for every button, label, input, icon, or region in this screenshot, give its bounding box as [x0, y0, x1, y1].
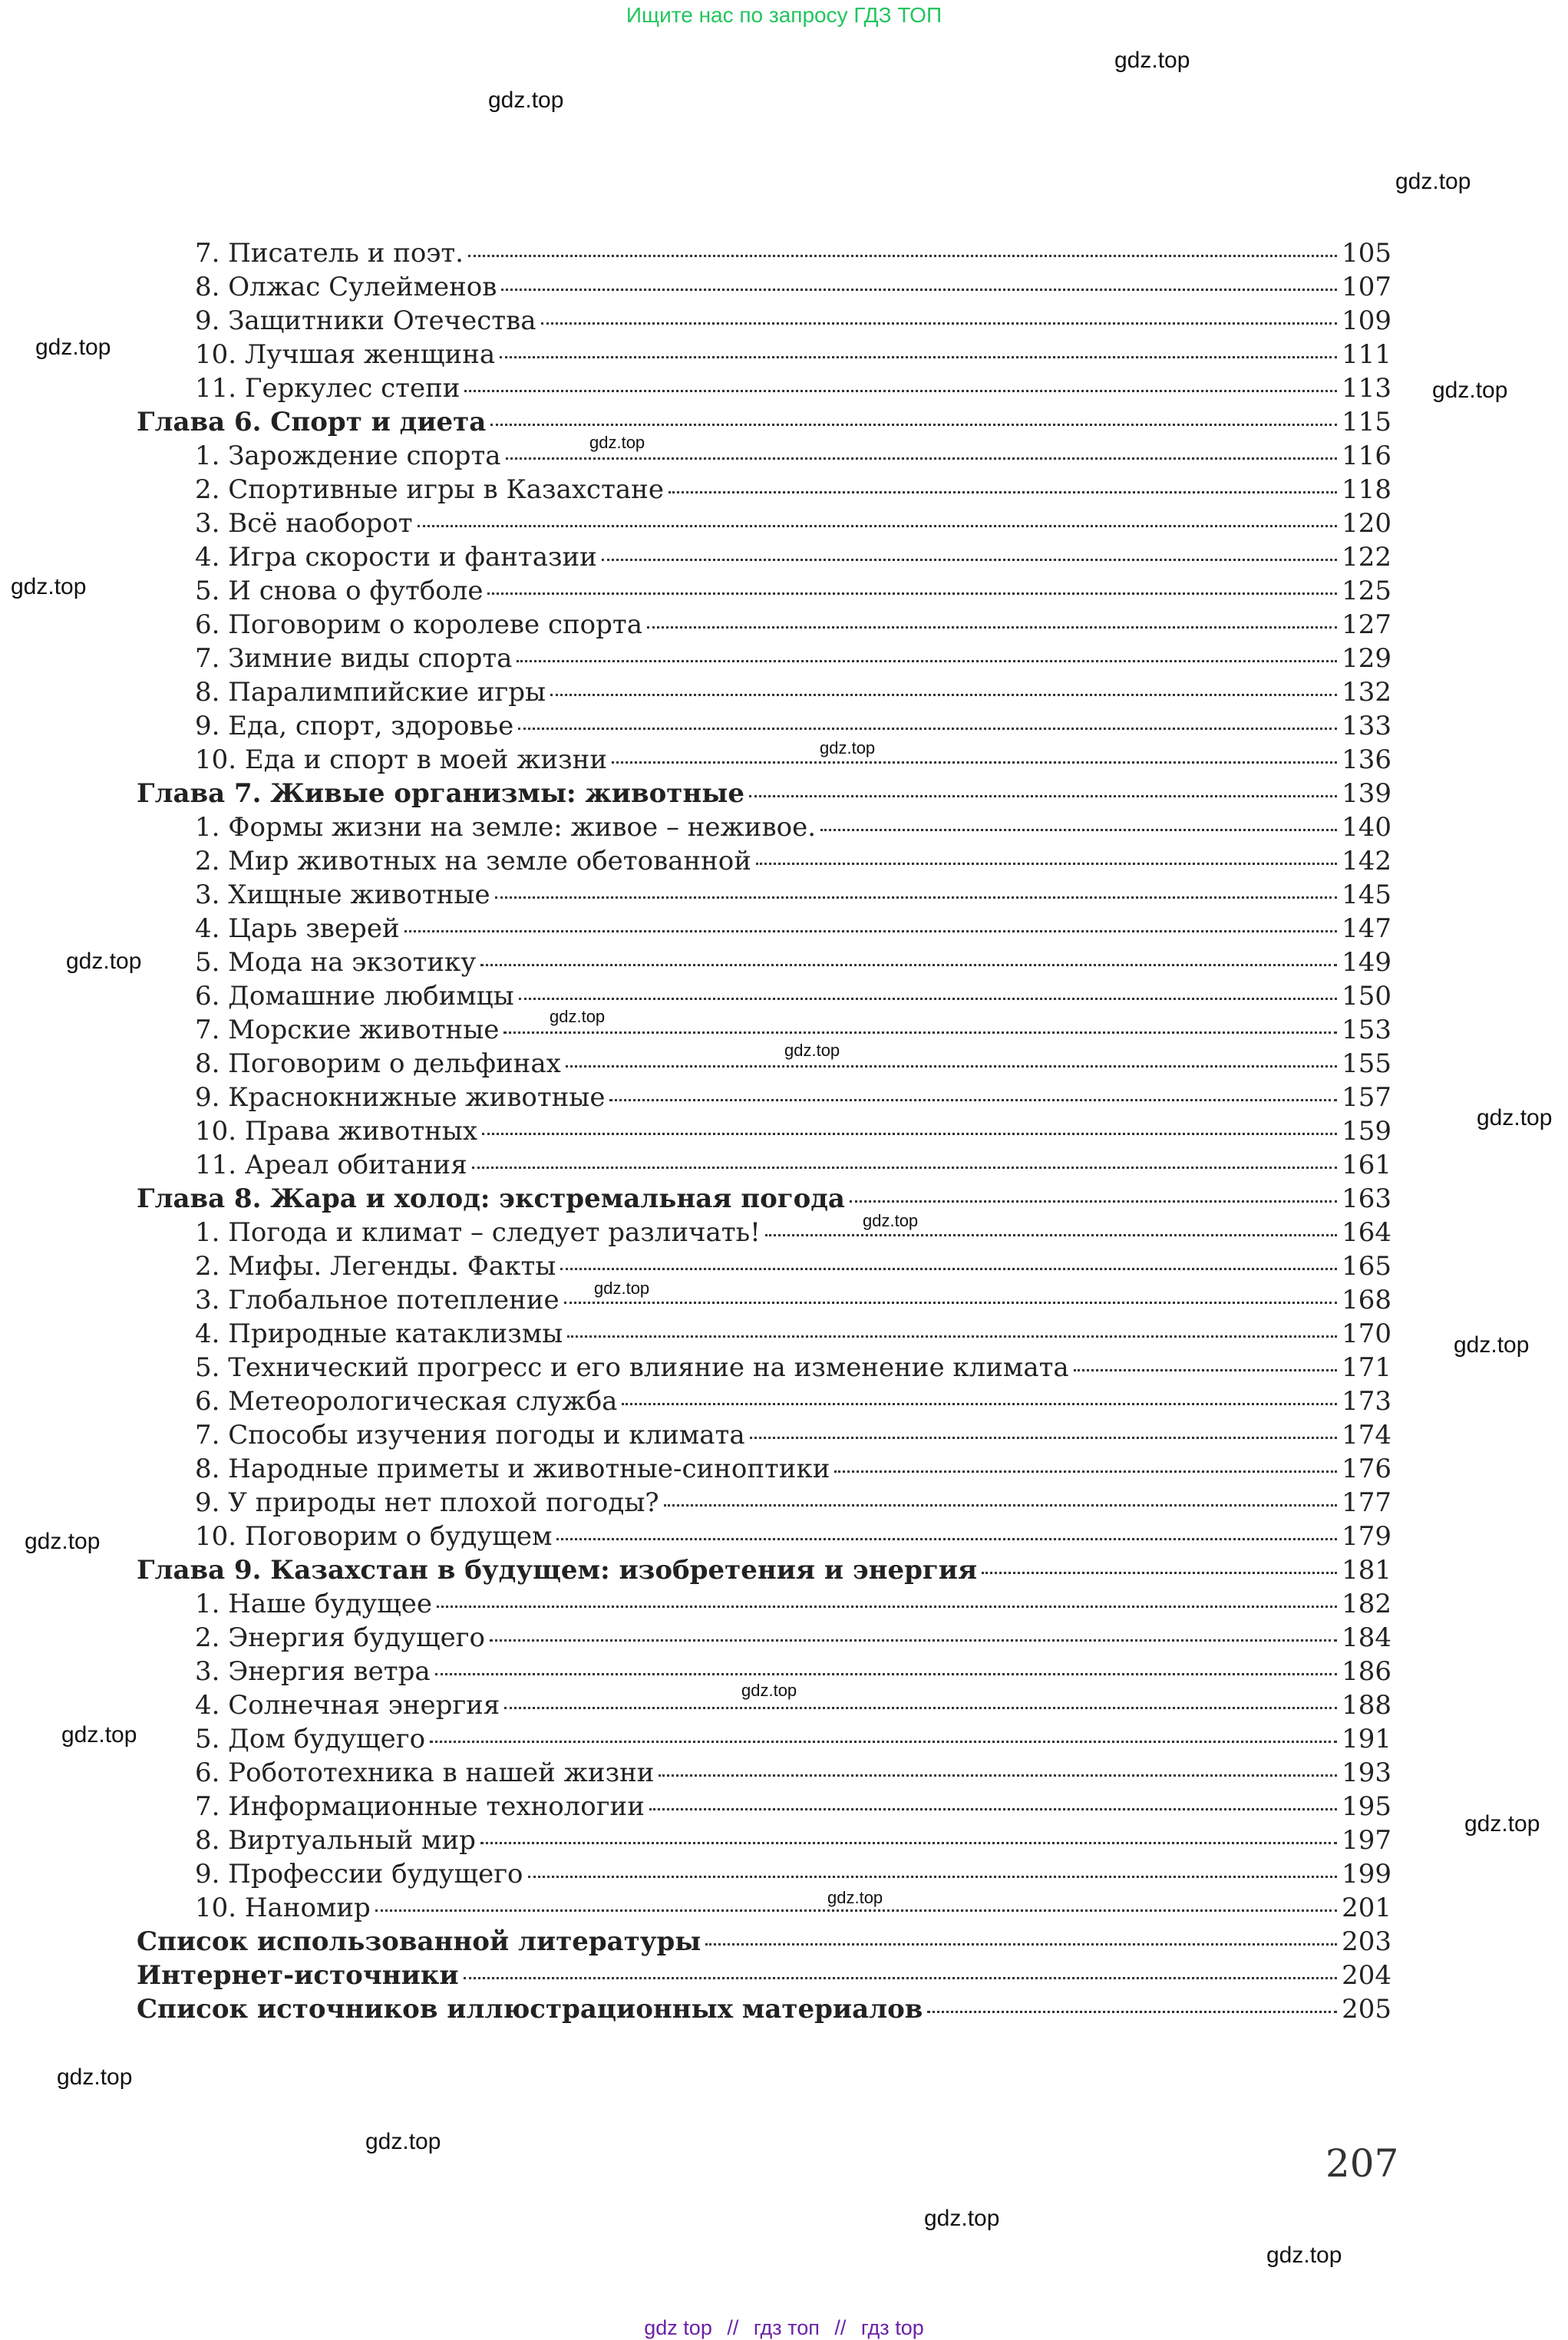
toc-page-number: 155: [1342, 1048, 1391, 1079]
watermark: gdz.top: [1464, 1811, 1540, 1837]
toc-entry: [137, 1756, 1391, 1790]
watermark: gdz.top: [1266, 2243, 1342, 2268]
toc-label: 7. Писатель и поэт.: [195, 238, 464, 269]
toc-page-number: 150: [1342, 981, 1391, 1012]
toc-label: Глава 6. Спорт и диета: [137, 407, 487, 437]
top-banner[interactable]: Ищите нас по запросу ГДЗ ТОП: [626, 3, 942, 27]
toc-leader-dots: [649, 1808, 1337, 1810]
toc-leader-dots: [482, 1133, 1337, 1135]
toc-page-number: 184: [1342, 1622, 1391, 1653]
toc-entry: [137, 1385, 1391, 1418]
toc-leader-dots: [517, 660, 1337, 662]
watermark: gdz.top: [589, 433, 645, 452]
toc-page-number: 203: [1342, 1926, 1391, 1957]
toc-label: 6. Метеорологическая служба: [195, 1386, 618, 1417]
watermark: gdz.top: [1477, 1105, 1553, 1130]
toc-page-number: 195: [1342, 1791, 1391, 1822]
toc-leader-dots: [504, 1707, 1337, 1709]
toc-page-number: 132: [1342, 677, 1391, 708]
toc-label: 7. Зимние виды спорта: [195, 643, 513, 674]
toc-label: Интернет-источники: [137, 1960, 459, 1991]
toc-leader-dots: [550, 694, 1337, 696]
toc-page-number: 199: [1342, 1859, 1391, 1889]
toc-label: 10. Наномир: [195, 1893, 371, 1923]
toc-leader-dots: [622, 1403, 1337, 1405]
toc-leader-dots: [1074, 1369, 1337, 1371]
toc-page-number: 205: [1342, 1994, 1391, 2025]
toc-leader-dots: [404, 930, 1337, 932]
toc-leader-dots: [820, 829, 1337, 831]
toc-page-number: 165: [1342, 1251, 1391, 1282]
toc-label: 4. Солнечная энергия: [195, 1690, 500, 1721]
toc-leader-dots: [765, 1234, 1337, 1236]
toc-entry: [137, 1249, 1391, 1283]
toc-entry: [137, 371, 1391, 405]
toc-label: 3. Глобальное потепление: [195, 1285, 560, 1315]
toc-page-number: 129: [1342, 643, 1391, 674]
toc-entry: [137, 1418, 1391, 1452]
bottom-links: [0, 2316, 1568, 2340]
toc-entry: [137, 743, 1391, 777]
toc-entry: [137, 1823, 1391, 1857]
toc-label: 1. Формы жизни на земле: живое – неживое.: [195, 812, 817, 843]
toc-page-number: 163: [1342, 1183, 1391, 1214]
toc-entry: [137, 338, 1391, 371]
toc-page-number: 115: [1342, 407, 1391, 437]
watermark: gdz.top: [1432, 378, 1508, 403]
toc-leader-dots: [612, 761, 1337, 764]
watermark: gdz.top: [741, 1681, 797, 1700]
toc-label: 6. Робототехника в нашей жизни: [195, 1757, 655, 1788]
toc-entry: [137, 304, 1391, 338]
toc-entry: [137, 540, 1391, 574]
toc-leader-dots: [437, 1606, 1337, 1608]
toc-label: 7. Информационные технологии: [195, 1791, 645, 1822]
toc-leader-dots: [749, 795, 1337, 797]
toc-page-number: 173: [1342, 1386, 1391, 1417]
toc-label: 9. Защитники Отечества: [195, 305, 536, 336]
toc-label: 1. Зарождение спорта: [195, 441, 501, 471]
toc-page-number: 109: [1342, 305, 1391, 336]
toc-label: 10. Еда и спорт в моей жизни: [195, 744, 607, 775]
toc-label: Список источников иллюстрационных материалов: [137, 1994, 923, 2025]
toc-label: 4. Природные катаклизмы: [195, 1319, 563, 1349]
toc-page-number: 204: [1342, 1960, 1391, 1991]
toc-leader-dots: [705, 1943, 1337, 1946]
toc-entry: [137, 439, 1391, 473]
toc-leader-dots: [506, 457, 1338, 460]
separator: //: [727, 2316, 739, 2339]
toc-entry: [137, 1587, 1391, 1621]
toc-entry: [137, 1283, 1391, 1317]
toc-page-number: 164: [1342, 1217, 1391, 1248]
toc-leader-dots: [464, 1977, 1337, 1979]
toc-leader-dots: [430, 1741, 1337, 1743]
toc-page-number: 174: [1342, 1420, 1391, 1451]
toc-page-number: 140: [1342, 812, 1391, 843]
toc-entry: [137, 1452, 1391, 1486]
toc-leader-dots: [480, 964, 1337, 966]
toc-entry: [137, 642, 1391, 675]
toc-page-number: 186: [1342, 1656, 1391, 1687]
toc-label: 10. Права животных: [195, 1116, 478, 1147]
toc-entry: [137, 1520, 1391, 1553]
toc-page-number: 120: [1342, 508, 1391, 539]
toc-page-number: 161: [1342, 1150, 1391, 1180]
toc-page-number: 145: [1342, 880, 1391, 910]
toc-leader-dots: [982, 1572, 1337, 1574]
toc-label: 2. Мифы. Легенды. Факты: [195, 1251, 556, 1282]
toc-leader-dots: [480, 1842, 1337, 1844]
watermark: gdz.top: [365, 2129, 441, 2154]
watermark: gdz.top: [820, 738, 876, 757]
toc-entry: [137, 574, 1391, 608]
toc-chapter: [137, 1925, 1391, 1959]
toc-entry: [137, 507, 1391, 540]
toc-label: 3. Энергия ветра: [195, 1656, 431, 1687]
toc-page-number: 188: [1342, 1690, 1391, 1721]
toc-page-number: 159: [1342, 1116, 1391, 1147]
toc-leader-dots: [556, 1538, 1337, 1540]
toc-entry: [137, 1857, 1391, 1891]
toc-leader-dots: [567, 1335, 1337, 1338]
toc-label: 8. Паралимпийские игры: [195, 677, 546, 708]
toc-entry: [137, 844, 1391, 878]
toc-label: Список использованной литературы: [137, 1926, 701, 1957]
toc-page-number: 170: [1342, 1319, 1391, 1349]
toc-label: Глава 9. Казахстан в будущем: изобретения и энергия: [137, 1555, 978, 1586]
toc-page-number: 133: [1342, 711, 1391, 741]
toc-entry: [137, 1148, 1391, 1182]
watermark: gdz.top: [25, 1529, 101, 1554]
toc-label: 10. Лучшая женщина: [195, 339, 496, 370]
watermark: gdz.top: [35, 335, 111, 360]
watermark: gdz.top: [11, 574, 87, 599]
watermark: gdz.top: [488, 87, 564, 113]
toc-leader-dots: [927, 2011, 1337, 2013]
toc-entry: [137, 1621, 1391, 1655]
toc-page-number: 181: [1342, 1555, 1391, 1586]
toc-entry: [137, 1891, 1391, 1925]
bottom-link[interactable]: gdz top: [644, 2316, 712, 2339]
toc-label: 5. Мода на экзотику: [195, 947, 477, 978]
watermark: gdz.top: [66, 949, 142, 974]
toc-leader-dots: [518, 728, 1337, 730]
toc-page-number: 193: [1342, 1757, 1391, 1788]
watermark: gdz.top: [784, 1041, 840, 1060]
toc-page-number: 147: [1342, 913, 1391, 944]
toc-leader-dots: [659, 1774, 1337, 1777]
toc-label: 9. Профессии будущего: [195, 1859, 523, 1889]
toc-chapter: [137, 1182, 1391, 1216]
toc-label: 9. У природы нет плохой погоды?: [195, 1487, 659, 1518]
toc-label: 1. Погода и климат – следует различать!: [195, 1217, 761, 1248]
toc-leader-dots: [468, 255, 1337, 257]
toc-label: 7. Способы изучения погоды и климата: [195, 1420, 745, 1451]
toc-label: 5. И снова о футболе: [195, 576, 484, 606]
page-number: 207: [1325, 2141, 1399, 2186]
toc-page-number: 111: [1342, 339, 1391, 370]
watermark: gdz.top: [924, 2206, 1000, 2231]
toc-leader-dots: [668, 491, 1337, 493]
toc-leader-dots: [750, 1437, 1337, 1439]
toc-chapter: [137, 405, 1391, 439]
toc-leader-dots: [528, 1876, 1338, 1878]
toc-page-number: 113: [1342, 373, 1391, 404]
toc-leader-dots: [664, 1504, 1337, 1507]
toc-page-number: 107: [1342, 272, 1391, 302]
toc-leader-dots: [500, 356, 1337, 358]
watermark: gdz.top: [550, 1007, 606, 1026]
toc-entry: [137, 709, 1391, 743]
toc-page-number: 179: [1342, 1521, 1391, 1552]
toc-leader-dots: [435, 1673, 1337, 1675]
toc-page-number: 191: [1342, 1724, 1391, 1754]
watermark: gdz.top: [61, 1722, 137, 1748]
toc-leader-dots: [490, 424, 1337, 426]
toc-page-number: 118: [1342, 474, 1391, 505]
toc-label: 4. Игра скорости и фантазии: [195, 542, 597, 573]
toc-label: 2. Спортивные игры в Казахстане: [195, 474, 664, 505]
toc-entry: [137, 608, 1391, 642]
toc-leader-dots: [519, 998, 1337, 1000]
toc-page-number: 153: [1342, 1015, 1391, 1045]
toc-label: 8. Олжас Сулейменов: [195, 272, 497, 302]
toc-label: 9. Краснокнижные животные: [195, 1082, 606, 1113]
toc-label: 6. Домашние любимцы: [195, 981, 514, 1012]
toc-label: 2. Энергия будущего: [195, 1622, 485, 1653]
bottom-link[interactable]: гдз топ: [753, 2316, 820, 2339]
toc-page-number: 116: [1342, 441, 1391, 471]
toc-leader-dots: [566, 1065, 1337, 1068]
toc-leader-dots: [647, 626, 1337, 629]
toc-label: 1. Наше будущее: [195, 1589, 432, 1619]
toc-leader-dots: [834, 1470, 1337, 1473]
toc-entry: [137, 1216, 1391, 1249]
toc-label: 5. Дом будущего: [195, 1724, 426, 1754]
toc-page-number: 177: [1342, 1487, 1391, 1518]
toc-chapter: [137, 1553, 1391, 1587]
toc-entry: [137, 1790, 1391, 1823]
toc-page-number: 201: [1342, 1893, 1391, 1923]
toc-label: 5. Технический прогресс и его влияние на изменение климата: [195, 1352, 1069, 1383]
toc-label: 9. Еда, спорт, здоровье: [195, 711, 514, 741]
toc-chapter: [137, 1992, 1391, 2026]
toc-entry: [137, 236, 1391, 270]
toc-leader-dots: [487, 592, 1337, 595]
watermark: gdz.top: [1395, 169, 1471, 194]
toc-page-number: 105: [1342, 238, 1391, 269]
toc-label: 8. Виртуальный мир: [195, 1825, 476, 1856]
toc-entry: [137, 1722, 1391, 1756]
toc-leader-dots: [564, 1302, 1337, 1304]
toc-leader-dots: [490, 1639, 1337, 1642]
toc-page-number: 197: [1342, 1825, 1391, 1856]
toc-entry: [137, 1047, 1391, 1081]
toc-entry: [137, 1351, 1391, 1385]
toc-label: 2. Мир животных на земле обетованной: [195, 846, 751, 876]
toc-label: 3. Хищные животные: [195, 880, 490, 910]
watermark: gdz.top: [57, 2064, 133, 2090]
toc-page-number: 168: [1342, 1285, 1391, 1315]
toc-entry: [137, 1081, 1391, 1114]
toc-page-number: 125: [1342, 576, 1391, 606]
watermark: gdz.top: [594, 1279, 650, 1298]
toc-leader-dots: [501, 289, 1337, 291]
toc-label: 4. Царь зверей: [195, 913, 400, 944]
table-of-contents: [137, 236, 1391, 2026]
toc-leader-dots: [560, 1268, 1337, 1270]
toc-leader-dots: [503, 1031, 1337, 1034]
toc-label: 8. Поговорим о дельфинах: [195, 1048, 561, 1079]
toc-entry: [137, 473, 1391, 507]
toc-label: 11. Геркулес степи: [195, 373, 460, 404]
separator: //: [834, 2316, 847, 2339]
toc-entry: [137, 675, 1391, 709]
toc-label: 8. Народные приметы и животные-синоптики: [195, 1454, 830, 1484]
toc-label: 11. Ареал обитания: [195, 1150, 467, 1180]
toc-entry: [137, 810, 1391, 844]
toc-leader-dots: [609, 1099, 1337, 1101]
toc-page-number: 176: [1342, 1454, 1391, 1484]
toc-page-number: 182: [1342, 1589, 1391, 1619]
toc-entry: [137, 1317, 1391, 1351]
toc-entry: [137, 1013, 1391, 1047]
watermark: gdz.top: [1454, 1332, 1530, 1358]
toc-label: Глава 7. Живые организмы: животные: [137, 778, 744, 809]
bottom-link[interactable]: гдз top: [860, 2316, 924, 2339]
toc-entry: [137, 1114, 1391, 1148]
toc-leader-dots: [850, 1200, 1337, 1203]
toc-leader-dots: [375, 1909, 1337, 1912]
toc-page-number: 136: [1342, 744, 1391, 775]
toc-page-number: 122: [1342, 542, 1391, 573]
toc-label: 7. Морские животные: [195, 1015, 500, 1045]
toc-page-number: 171: [1342, 1352, 1391, 1383]
toc-leader-dots: [472, 1167, 1337, 1169]
toc-leader-dots: [756, 863, 1337, 865]
toc-leader-dots: [495, 896, 1338, 899]
watermark: gdz.top: [863, 1211, 919, 1230]
toc-chapter: [137, 1959, 1391, 1992]
toc-entry: [137, 270, 1391, 304]
toc-entry: [137, 878, 1391, 912]
toc-page-number: 142: [1342, 846, 1391, 876]
toc-leader-dots: [541, 322, 1338, 325]
watermark: gdz.top: [827, 1888, 883, 1907]
toc-page-number: 149: [1342, 947, 1391, 978]
toc-page-number: 157: [1342, 1082, 1391, 1113]
toc-label: 6. Поговорим о королеве спорта: [195, 609, 642, 640]
toc-label: 10. Поговорим о будущем: [195, 1521, 553, 1552]
toc-entry: [137, 979, 1391, 1013]
toc-chapter: [137, 777, 1391, 810]
toc-page-number: 139: [1342, 778, 1391, 809]
toc-label: Глава 8. Жара и холод: экстремальная погода: [137, 1183, 845, 1214]
toc-leader-dots: [418, 525, 1338, 527]
toc-leader-dots: [602, 559, 1337, 561]
toc-entry: [137, 946, 1391, 979]
watermark: gdz.top: [1114, 48, 1190, 73]
toc-page-number: 127: [1342, 609, 1391, 640]
toc-entry: [137, 1486, 1391, 1520]
toc-label: 3. Всё наоборот: [195, 508, 413, 539]
toc-entry: [137, 912, 1391, 946]
toc-leader-dots: [464, 390, 1337, 392]
